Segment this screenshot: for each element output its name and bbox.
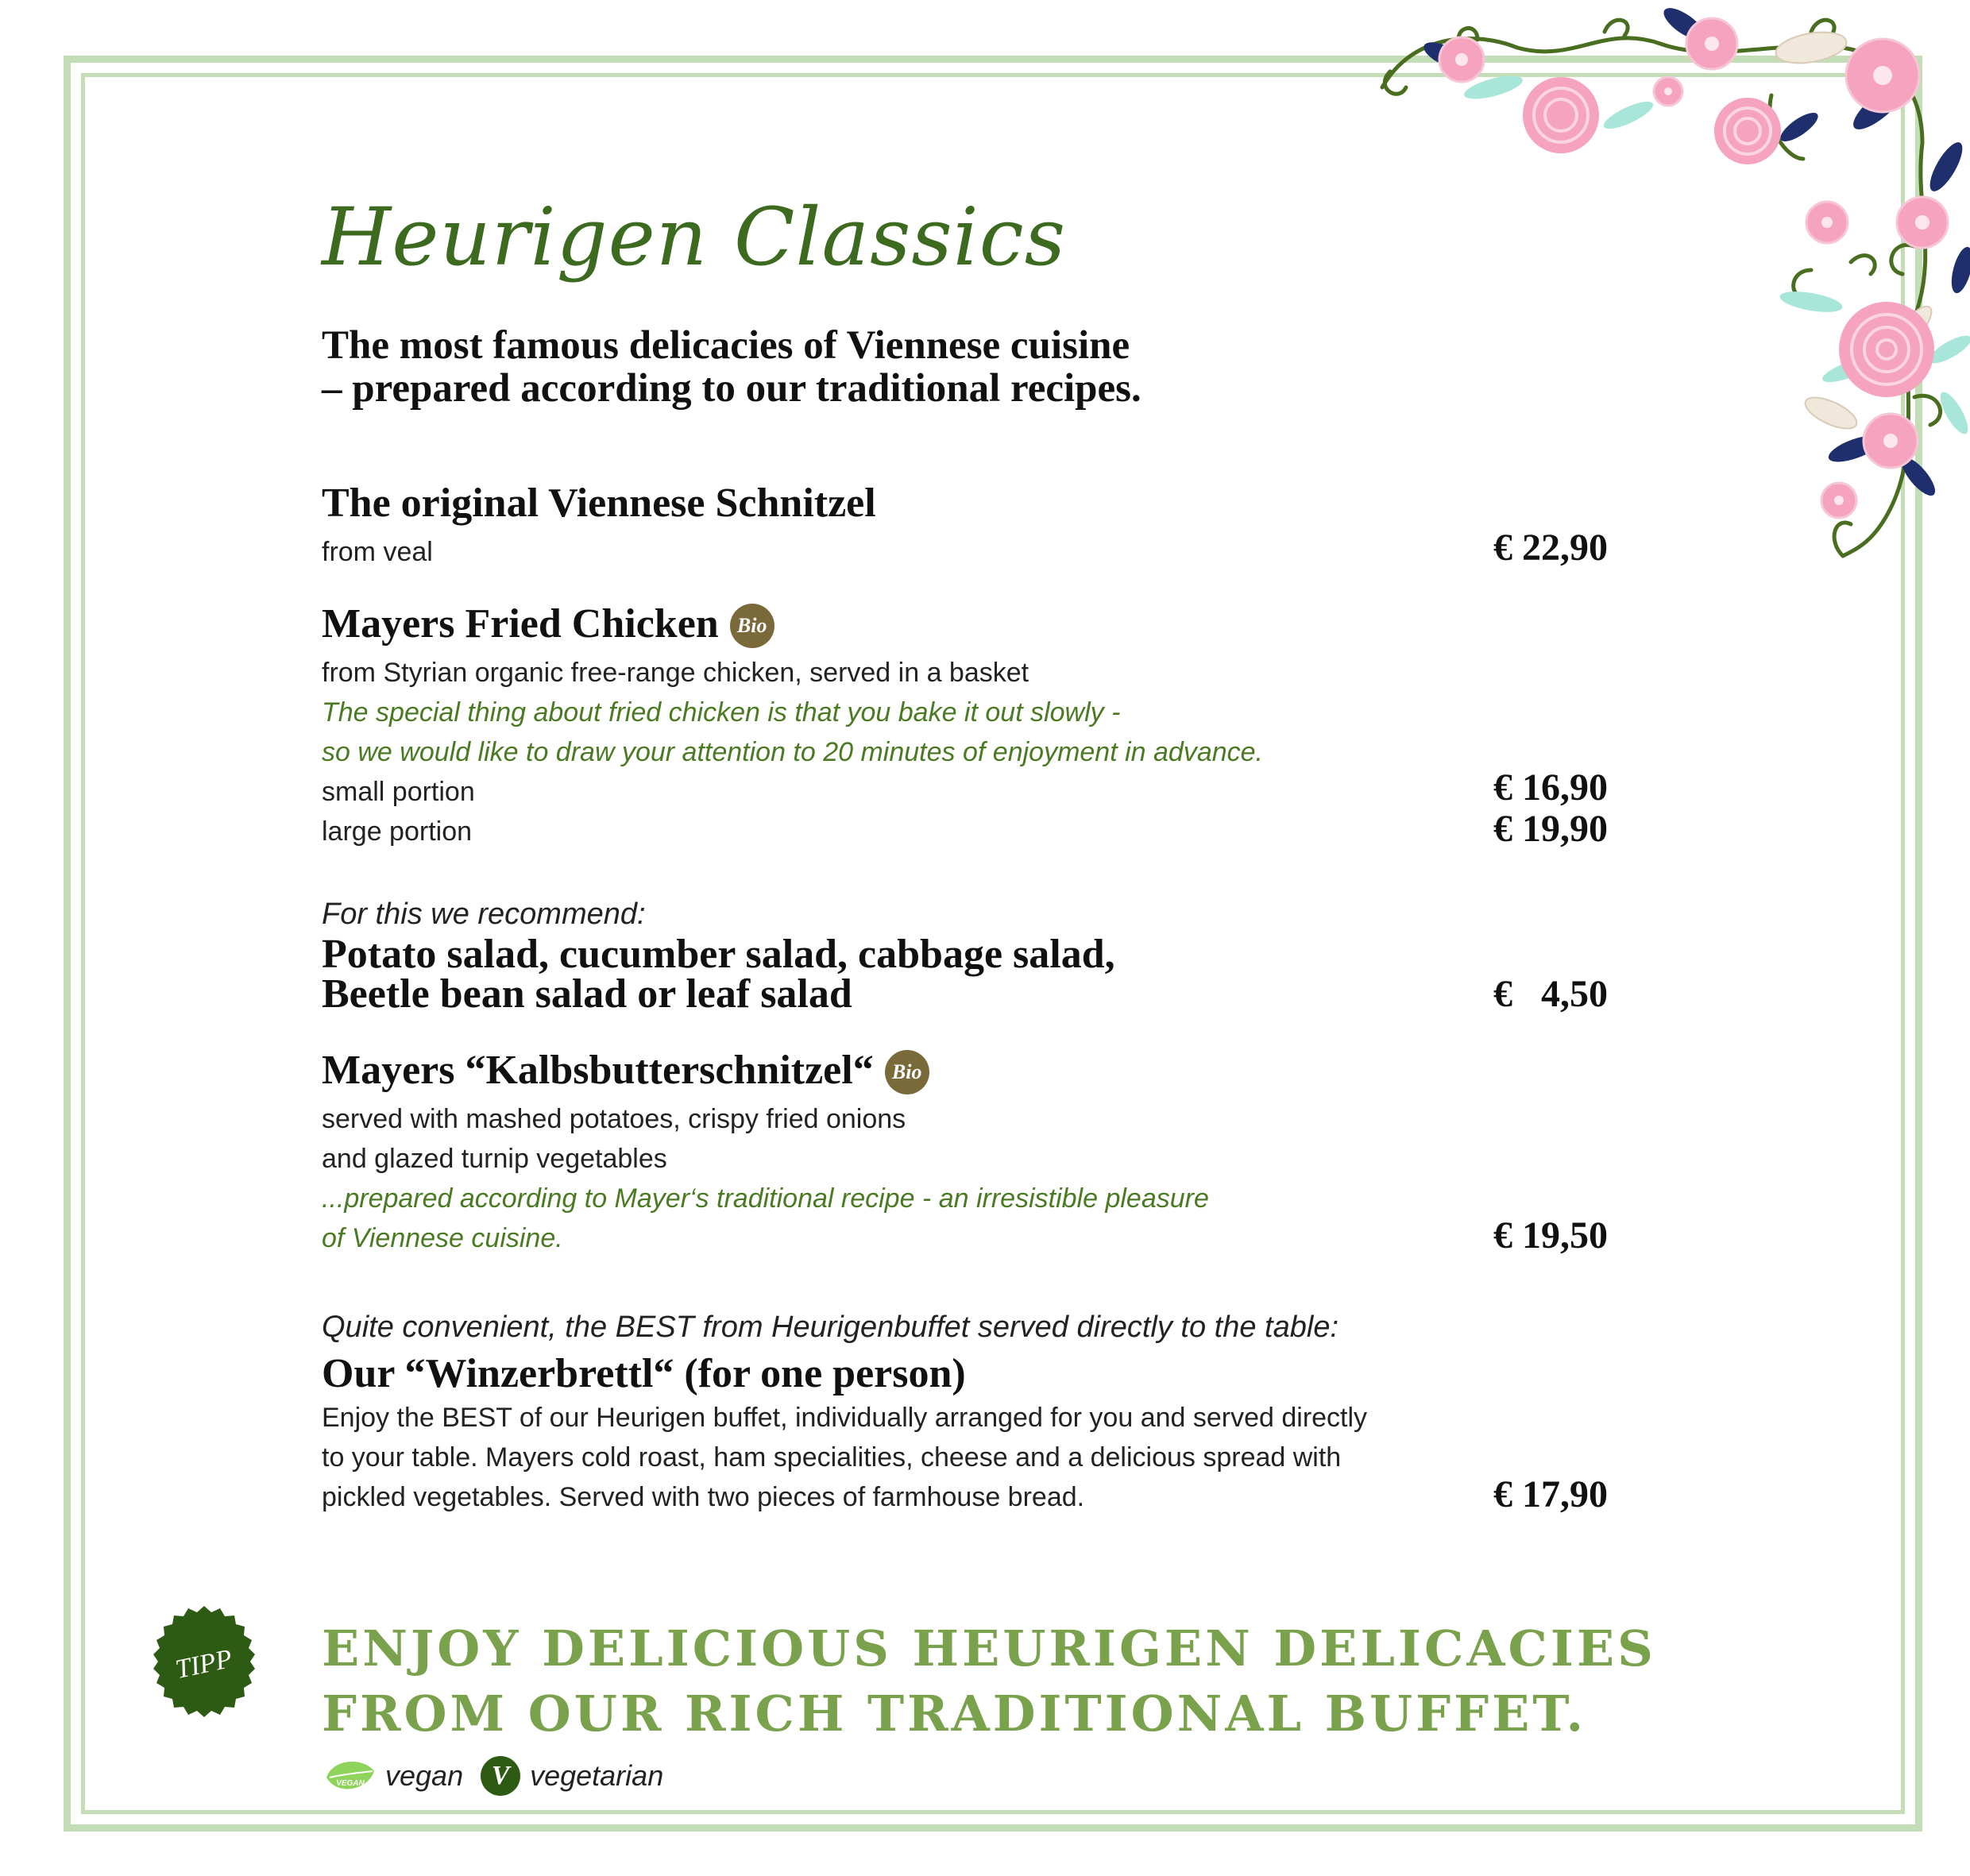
- dish-desc-schnitzel: from veal: [322, 537, 433, 567]
- dish-name-schnitzel: The original Viennese Schnitzel: [322, 481, 876, 526]
- page-title: Heurigen Classics: [322, 191, 1067, 284]
- page-subtitle: [322, 324, 1141, 410]
- salads-name-line: Potato salad, cucumber salad, cabbage salad,: [322, 932, 1115, 977]
- dish-note-chicken-line: so we would like to draw your attention to 20 minutes of enjoyment in advance.: [322, 737, 1264, 767]
- dish-desc-winzerbrettl-line: Enjoy the BEST of our Heurigen buffet, individually arranged for you and served directly: [322, 1403, 1368, 1433]
- price-kalbsbutter: € 19,50: [1493, 1214, 1608, 1256]
- dish-desc-kalbsbutter-line: and glazed turnip vegetables: [322, 1144, 667, 1174]
- salads-intro: For this we recommend:: [322, 897, 646, 931]
- subtitle-line: – prepared according to our traditional recipes.: [322, 366, 1141, 411]
- portion-label-small: small portion: [322, 777, 475, 807]
- dish-name-chicken: [322, 600, 774, 648]
- vegan-leaf-icon: [322, 1754, 379, 1798]
- legend-vegan-label: vegan: [385, 1759, 464, 1792]
- promo-text: [322, 1616, 1656, 1747]
- dish-name-chicken-text: Mayers Fried Chicken: [322, 601, 719, 647]
- dish-desc-winzerbrettl-line: pickled vegetables. Served with two pieces of farmhouse bread.: [322, 1482, 1085, 1512]
- tipp-badge-label: TIPP: [172, 1643, 235, 1685]
- promo-line: ENJOY DELICIOUS HEURIGEN DELICACIES: [322, 1619, 1656, 1677]
- vegetarian-icon: V: [481, 1756, 520, 1796]
- dish-note-chicken-line: The special thing about fried chicken is that you bake it out slowly -: [322, 697, 1121, 728]
- price-small-portion: € 16,90: [1493, 766, 1608, 809]
- dish-note-kalbsbutter-line: of Viennese cuisine.: [322, 1223, 563, 1253]
- price-large-portion: € 19,90: [1493, 808, 1608, 850]
- dish-desc-chicken: from Styrian organic free-range chicken, served in a basket: [322, 658, 1029, 688]
- dish-name-kalbsbutter-text: Mayers “Kalbsbutterschnitzel“: [322, 1048, 874, 1093]
- price-schnitzel: € 22,90: [1493, 527, 1608, 569]
- subtitle-line: The most famous delicacies of Viennese cuisine: [322, 323, 1130, 368]
- promo-line: FROM OUR RICH TRADITIONAL BUFFET.: [322, 1685, 1587, 1743]
- dish-desc-kalbsbutter-line: served with mashed potatoes, crispy fried onions: [322, 1104, 906, 1134]
- dish-name-winzerbrettl: Our “Winzerbrettl“ (for one person): [322, 1351, 966, 1396]
- portion-label-large: large portion: [322, 816, 473, 847]
- dish-desc-winzerbrettl-line: to your table. Mayers cold roast, ham specialities, cheese and a delicious spread with: [322, 1442, 1342, 1473]
- legend-vegetarian: [481, 1756, 663, 1796]
- price-winzerbrettl: € 17,90: [1493, 1473, 1608, 1515]
- vegan-icon-text: VEGAN: [336, 1779, 365, 1788]
- legend-vegan: [322, 1754, 463, 1798]
- diet-legend: [322, 1754, 681, 1798]
- bio-badge: Bio: [730, 604, 774, 648]
- dish-name-kalbsbutter: [322, 1047, 929, 1094]
- winzerbrettl-intro: Quite convenient, the BEST from Heurigenbuffet served directly to the table:: [322, 1310, 1339, 1344]
- bio-badge: Bio: [885, 1050, 929, 1094]
- floral-decoration: [1366, 0, 1970, 572]
- price-salads: € 4,50: [1493, 973, 1608, 1015]
- legend-vegetarian-label: vegetarian: [530, 1759, 664, 1792]
- tipp-badge: [143, 1604, 265, 1727]
- dish-note-kalbsbutter-line: ...prepared according to Mayer‘s traditional recipe - an irresistible pleasure: [322, 1183, 1209, 1214]
- salads-name-line: Beetle bean salad or leaf salad: [322, 971, 852, 1017]
